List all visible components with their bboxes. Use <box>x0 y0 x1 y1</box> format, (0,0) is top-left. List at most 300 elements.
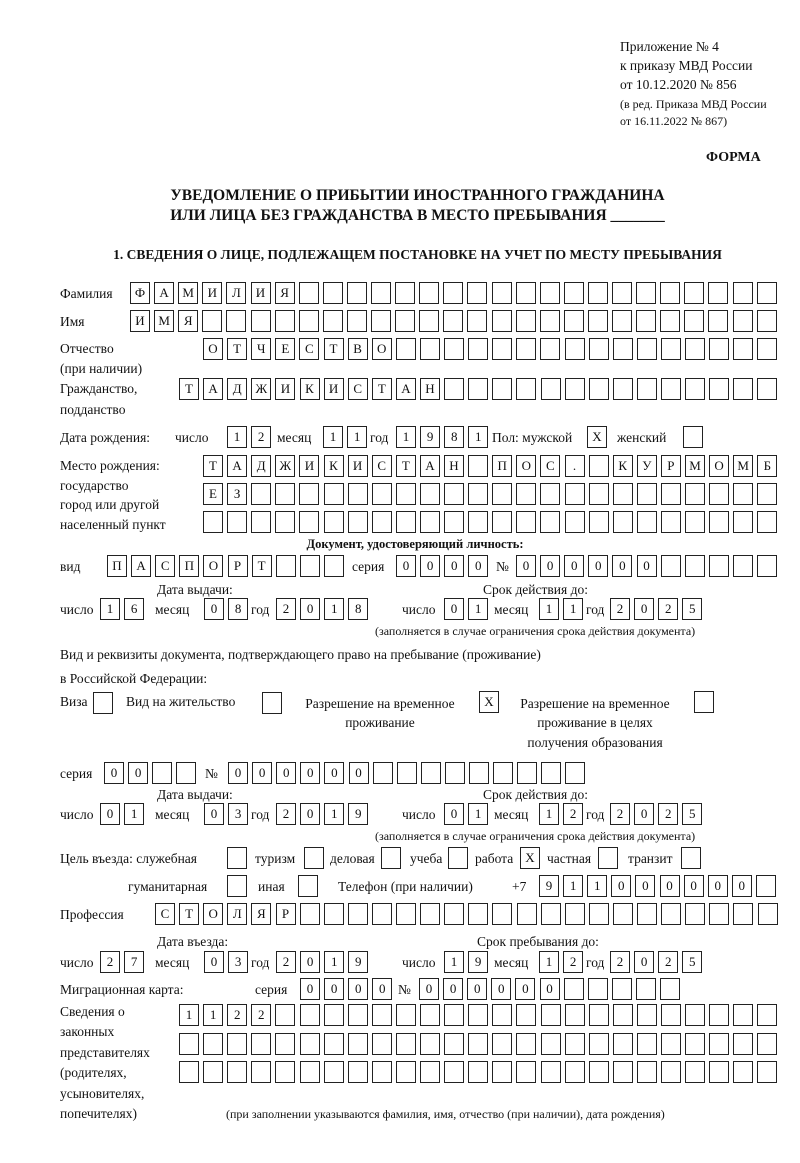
char-cell[interactable] <box>709 511 729 533</box>
char-cell[interactable] <box>637 483 657 505</box>
char-cell[interactable] <box>733 903 753 925</box>
char-cell[interactable] <box>709 903 729 925</box>
char-cell[interactable] <box>468 1033 488 1055</box>
char-cell[interactable] <box>324 1061 344 1083</box>
char-cell[interactable] <box>612 978 632 1000</box>
char-cell[interactable] <box>492 310 512 332</box>
char-cell[interactable]: 0 <box>419 978 439 1000</box>
char-cell[interactable] <box>637 1004 657 1026</box>
char-cell[interactable] <box>179 1033 199 1055</box>
char-cell[interactable] <box>588 310 608 332</box>
char-cell[interactable] <box>445 762 465 784</box>
char-cell[interactable] <box>757 555 777 577</box>
char-cell[interactable] <box>420 1033 440 1055</box>
char-cell[interactable] <box>589 511 609 533</box>
char-cell[interactable] <box>733 483 753 505</box>
char-cell[interactable] <box>709 378 729 400</box>
char-cell[interactable] <box>300 1004 320 1026</box>
char-cell[interactable]: 0 <box>300 978 320 1000</box>
char-cell[interactable]: 2 <box>610 803 630 825</box>
char-cell[interactable]: 1 <box>203 1004 223 1026</box>
char-cell[interactable] <box>251 1033 271 1055</box>
char-cell[interactable] <box>564 310 584 332</box>
char-cell[interactable] <box>347 310 367 332</box>
char-cell[interactable] <box>275 1004 295 1026</box>
char-cell[interactable]: П <box>492 455 512 477</box>
char-cell[interactable] <box>420 1004 440 1026</box>
char-cell[interactable] <box>396 483 416 505</box>
char-cell[interactable] <box>541 762 561 784</box>
char-cell[interactable]: 1 <box>347 426 367 448</box>
char-cell[interactable] <box>613 483 633 505</box>
char-cell[interactable] <box>757 511 777 533</box>
char-cell[interactable] <box>372 1033 392 1055</box>
char-cell[interactable] <box>468 378 488 400</box>
char-cell[interactable] <box>685 483 705 505</box>
char-cell[interactable] <box>684 282 704 304</box>
char-cell[interactable] <box>396 1061 416 1083</box>
char-cell[interactable]: 0 <box>276 762 296 784</box>
char-cell[interactable]: 0 <box>684 875 704 897</box>
char-cell[interactable]: 8 <box>228 598 248 620</box>
char-cell[interactable] <box>396 1033 416 1055</box>
char-cell[interactable]: 0 <box>204 951 224 973</box>
char-cell[interactable]: 0 <box>708 875 728 897</box>
char-cell[interactable] <box>661 1033 681 1055</box>
char-cell[interactable] <box>469 762 489 784</box>
char-cell[interactable] <box>757 338 777 360</box>
char-cell[interactable] <box>637 378 657 400</box>
char-cell[interactable]: Т <box>396 455 416 477</box>
char-cell[interactable]: А <box>227 455 247 477</box>
char-cell[interactable]: Н <box>444 455 464 477</box>
char-cell[interactable] <box>492 483 512 505</box>
char-cell[interactable]: 0 <box>324 762 344 784</box>
char-cell[interactable] <box>275 1033 295 1055</box>
char-cell[interactable]: 0 <box>635 875 655 897</box>
char-cell[interactable] <box>467 282 487 304</box>
checkbox-cell[interactable] <box>681 847 701 869</box>
char-cell[interactable] <box>444 1061 464 1083</box>
char-cell[interactable]: 0 <box>611 875 631 897</box>
char-cell[interactable]: 1 <box>563 875 583 897</box>
char-cell[interactable]: 3 <box>228 951 248 973</box>
char-cell[interactable] <box>757 1061 777 1083</box>
char-cell[interactable] <box>203 511 223 533</box>
char-cell[interactable] <box>733 338 753 360</box>
char-cell[interactable]: 0 <box>420 555 440 577</box>
char-cell[interactable] <box>588 978 608 1000</box>
char-cell[interactable] <box>733 1061 753 1083</box>
char-cell[interactable]: В <box>348 338 368 360</box>
char-cell[interactable]: 0 <box>443 978 463 1000</box>
char-cell[interactable] <box>517 903 537 925</box>
char-cell[interactable] <box>565 338 585 360</box>
char-cell[interactable] <box>516 511 536 533</box>
char-cell[interactable]: Л <box>226 282 246 304</box>
char-cell[interactable]: 0 <box>128 762 148 784</box>
char-cell[interactable] <box>685 903 705 925</box>
char-cell[interactable]: Ф <box>130 282 150 304</box>
char-cell[interactable]: 2 <box>658 951 678 973</box>
char-cell[interactable] <box>661 555 681 577</box>
char-cell[interactable] <box>251 310 271 332</box>
char-cell[interactable] <box>589 903 609 925</box>
char-cell[interactable]: 9 <box>348 803 368 825</box>
char-cell[interactable]: К <box>613 455 633 477</box>
char-cell[interactable]: 6 <box>124 598 144 620</box>
char-cell[interactable] <box>565 903 585 925</box>
char-cell[interactable] <box>757 1033 777 1055</box>
char-cell[interactable] <box>348 1033 368 1055</box>
char-cell[interactable]: 0 <box>349 762 369 784</box>
char-cell[interactable] <box>396 338 416 360</box>
char-cell[interactable]: Т <box>179 903 199 925</box>
char-cell[interactable] <box>613 511 633 533</box>
char-cell[interactable]: Р <box>228 555 248 577</box>
char-cell[interactable] <box>708 282 728 304</box>
char-cell[interactable]: 0 <box>300 803 320 825</box>
char-cell[interactable]: 3 <box>228 803 248 825</box>
char-cell[interactable] <box>444 483 464 505</box>
char-cell[interactable] <box>540 282 560 304</box>
char-cell[interactable] <box>589 1061 609 1083</box>
char-cell[interactable] <box>176 762 196 784</box>
char-cell[interactable]: С <box>155 903 175 925</box>
char-cell[interactable] <box>493 762 513 784</box>
char-cell[interactable] <box>517 762 537 784</box>
char-cell[interactable] <box>637 1061 657 1083</box>
char-cell[interactable]: 0 <box>104 762 124 784</box>
char-cell[interactable] <box>661 1004 681 1026</box>
char-cell[interactable] <box>733 511 753 533</box>
char-cell[interactable] <box>300 1061 320 1083</box>
char-cell[interactable]: 1 <box>324 803 344 825</box>
char-cell[interactable] <box>420 483 440 505</box>
char-cell[interactable] <box>565 1061 585 1083</box>
char-cell[interactable]: 2 <box>658 803 678 825</box>
char-cell[interactable]: 1 <box>563 598 583 620</box>
char-cell[interactable]: Р <box>661 455 681 477</box>
char-cell[interactable] <box>757 282 777 304</box>
char-cell[interactable]: 0 <box>348 978 368 1000</box>
char-cell[interactable] <box>419 282 439 304</box>
char-cell[interactable] <box>589 483 609 505</box>
char-cell[interactable] <box>709 1061 729 1083</box>
char-cell[interactable] <box>348 1061 368 1083</box>
char-cell[interactable] <box>661 378 681 400</box>
char-cell[interactable]: 1 <box>323 426 343 448</box>
char-cell[interactable] <box>324 483 344 505</box>
char-cell[interactable]: 0 <box>540 555 560 577</box>
char-cell[interactable]: 7 <box>124 951 144 973</box>
char-cell[interactable] <box>373 762 393 784</box>
char-cell[interactable]: 8 <box>348 598 368 620</box>
char-cell[interactable]: Я <box>178 310 198 332</box>
char-cell[interactable] <box>709 483 729 505</box>
char-cell[interactable] <box>516 310 536 332</box>
char-cell[interactable]: Ч <box>251 338 271 360</box>
char-cell[interactable]: А <box>396 378 416 400</box>
char-cell[interactable]: 0 <box>732 875 752 897</box>
char-cell[interactable]: 0 <box>612 555 632 577</box>
char-cell[interactable] <box>492 282 512 304</box>
char-cell[interactable]: 1 <box>179 1004 199 1026</box>
char-cell[interactable] <box>636 310 656 332</box>
char-cell[interactable] <box>276 555 296 577</box>
char-cell[interactable]: 2 <box>610 951 630 973</box>
char-cell[interactable]: Я <box>251 903 271 925</box>
char-cell[interactable]: 2 <box>563 803 583 825</box>
char-cell[interactable] <box>564 978 584 1000</box>
char-cell[interactable] <box>516 282 536 304</box>
char-cell[interactable]: Ж <box>275 455 295 477</box>
char-cell[interactable]: 0 <box>444 555 464 577</box>
char-cell[interactable] <box>420 1061 440 1083</box>
char-cell[interactable] <box>348 1004 368 1026</box>
char-cell[interactable]: 2 <box>251 426 271 448</box>
char-cell[interactable]: А <box>154 282 174 304</box>
char-cell[interactable]: 1 <box>539 803 559 825</box>
char-cell[interactable]: 0 <box>324 978 344 1000</box>
char-cell[interactable] <box>565 378 585 400</box>
char-cell[interactable] <box>709 338 729 360</box>
char-cell[interactable] <box>251 511 271 533</box>
char-cell[interactable] <box>613 903 633 925</box>
char-cell[interactable] <box>468 1061 488 1083</box>
char-cell[interactable] <box>251 1061 271 1083</box>
char-cell[interactable] <box>227 1061 247 1083</box>
char-cell[interactable]: Т <box>252 555 272 577</box>
char-cell[interactable] <box>685 1033 705 1055</box>
char-cell[interactable] <box>323 282 343 304</box>
char-cell[interactable] <box>492 378 512 400</box>
char-cell[interactable] <box>444 1033 464 1055</box>
char-cell[interactable] <box>203 1061 223 1083</box>
char-cell[interactable] <box>324 1004 344 1026</box>
char-cell[interactable] <box>685 511 705 533</box>
char-cell[interactable] <box>637 338 657 360</box>
char-cell[interactable] <box>612 310 632 332</box>
char-cell[interactable] <box>636 978 656 1000</box>
char-cell[interactable]: 0 <box>100 803 120 825</box>
char-cell[interactable] <box>444 338 464 360</box>
char-cell[interactable] <box>371 310 391 332</box>
char-cell[interactable] <box>612 282 632 304</box>
char-cell[interactable] <box>324 1033 344 1055</box>
char-cell[interactable] <box>756 875 776 897</box>
char-cell[interactable]: 0 <box>516 555 536 577</box>
char-cell[interactable] <box>757 483 777 505</box>
char-cell[interactable] <box>540 310 560 332</box>
char-cell[interactable] <box>203 1033 223 1055</box>
char-cell[interactable] <box>492 1004 512 1026</box>
char-cell[interactable]: 8 <box>444 426 464 448</box>
checkbox-cell[interactable] <box>683 426 703 448</box>
char-cell[interactable] <box>395 310 415 332</box>
char-cell[interactable] <box>541 1061 561 1083</box>
char-cell[interactable] <box>372 511 392 533</box>
char-cell[interactable]: . <box>565 455 585 477</box>
char-cell[interactable] <box>613 1061 633 1083</box>
char-cell[interactable] <box>348 511 368 533</box>
char-cell[interactable] <box>324 555 344 577</box>
char-cell[interactable]: 0 <box>444 598 464 620</box>
char-cell[interactable]: 2 <box>276 951 296 973</box>
char-cell[interactable]: Т <box>227 338 247 360</box>
char-cell[interactable]: 0 <box>300 598 320 620</box>
char-cell[interactable] <box>757 378 777 400</box>
char-cell[interactable] <box>613 1033 633 1055</box>
char-cell[interactable] <box>420 338 440 360</box>
char-cell[interactable]: 1 <box>100 598 120 620</box>
char-cell[interactable] <box>396 903 416 925</box>
char-cell[interactable] <box>660 978 680 1000</box>
char-cell[interactable]: 0 <box>228 762 248 784</box>
char-cell[interactable]: И <box>275 378 295 400</box>
char-cell[interactable] <box>227 1033 247 1055</box>
char-cell[interactable] <box>661 903 681 925</box>
char-cell[interactable]: 1 <box>468 598 488 620</box>
char-cell[interactable] <box>516 1004 536 1026</box>
char-cell[interactable] <box>202 310 222 332</box>
char-cell[interactable]: М <box>178 282 198 304</box>
char-cell[interactable] <box>637 511 657 533</box>
char-cell[interactable]: 1 <box>444 951 464 973</box>
char-cell[interactable]: 1 <box>396 426 416 448</box>
char-cell[interactable] <box>179 1061 199 1083</box>
char-cell[interactable] <box>323 310 343 332</box>
char-cell[interactable] <box>468 511 488 533</box>
char-cell[interactable]: 0 <box>634 598 654 620</box>
char-cell[interactable]: 0 <box>204 803 224 825</box>
char-cell[interactable] <box>227 511 247 533</box>
char-cell[interactable] <box>420 903 440 925</box>
char-cell[interactable]: 2 <box>100 951 120 973</box>
char-cell[interactable] <box>757 1004 777 1026</box>
char-cell[interactable] <box>589 455 609 477</box>
char-cell[interactable]: И <box>251 282 271 304</box>
char-cell[interactable] <box>565 1033 585 1055</box>
char-cell[interactable] <box>420 511 440 533</box>
char-cell[interactable]: 0 <box>468 555 488 577</box>
char-cell[interactable] <box>589 1004 609 1026</box>
char-cell[interactable]: 0 <box>637 555 657 577</box>
char-cell[interactable]: 0 <box>515 978 535 1000</box>
char-cell[interactable] <box>733 555 753 577</box>
char-cell[interactable] <box>661 483 681 505</box>
char-cell[interactable]: 0 <box>634 951 654 973</box>
char-cell[interactable] <box>397 762 417 784</box>
char-cell[interactable] <box>372 1061 392 1083</box>
char-cell[interactable]: Т <box>203 455 223 477</box>
char-cell[interactable] <box>757 310 777 332</box>
char-cell[interactable] <box>324 903 344 925</box>
char-cell[interactable] <box>637 903 657 925</box>
char-cell[interactable] <box>685 555 705 577</box>
char-cell[interactable] <box>613 1004 633 1026</box>
char-cell[interactable] <box>541 1033 561 1055</box>
char-cell[interactable] <box>540 483 560 505</box>
char-cell[interactable]: Е <box>275 338 295 360</box>
char-cell[interactable]: 1 <box>324 951 344 973</box>
char-cell[interactable] <box>443 310 463 332</box>
char-cell[interactable]: 1 <box>539 951 559 973</box>
char-cell[interactable] <box>492 1061 512 1083</box>
char-cell[interactable]: Д <box>251 455 271 477</box>
char-cell[interactable]: Т <box>372 378 392 400</box>
char-cell[interactable] <box>684 310 704 332</box>
char-cell[interactable]: М <box>154 310 174 332</box>
char-cell[interactable]: 9 <box>348 951 368 973</box>
char-cell[interactable] <box>733 1004 753 1026</box>
char-cell[interactable] <box>300 555 320 577</box>
char-cell[interactable] <box>300 903 320 925</box>
char-cell[interactable] <box>565 511 585 533</box>
char-cell[interactable] <box>540 511 560 533</box>
char-cell[interactable]: П <box>107 555 127 577</box>
char-cell[interactable]: О <box>709 455 729 477</box>
char-cell[interactable]: О <box>203 555 223 577</box>
char-cell[interactable] <box>589 1033 609 1055</box>
char-cell[interactable] <box>541 903 561 925</box>
char-cell[interactable]: С <box>348 378 368 400</box>
checkbox-cell[interactable] <box>598 847 618 869</box>
char-cell[interactable] <box>492 338 512 360</box>
char-cell[interactable]: П <box>179 555 199 577</box>
checkbox-cell[interactable] <box>304 847 324 869</box>
checkbox-cell[interactable] <box>227 847 247 869</box>
char-cell[interactable]: 0 <box>252 762 272 784</box>
char-cell[interactable] <box>372 1004 392 1026</box>
char-cell[interactable]: 1 <box>539 598 559 620</box>
char-cell[interactable] <box>709 1033 729 1055</box>
char-cell[interactable] <box>564 282 584 304</box>
char-cell[interactable]: И <box>202 282 222 304</box>
checkbox-cell[interactable] <box>262 692 282 714</box>
char-cell[interactable]: 1 <box>468 803 488 825</box>
char-cell[interactable] <box>371 282 391 304</box>
char-cell[interactable] <box>467 310 487 332</box>
char-cell[interactable] <box>226 310 246 332</box>
char-cell[interactable] <box>492 903 512 925</box>
char-cell[interactable]: 5 <box>682 951 702 973</box>
char-cell[interactable] <box>348 903 368 925</box>
char-cell[interactable] <box>661 338 681 360</box>
char-cell[interactable]: 0 <box>300 951 320 973</box>
char-cell[interactable]: С <box>155 555 175 577</box>
char-cell[interactable]: 0 <box>444 803 464 825</box>
char-cell[interactable]: О <box>516 455 536 477</box>
char-cell[interactable]: 0 <box>564 555 584 577</box>
char-cell[interactable] <box>396 511 416 533</box>
char-cell[interactable]: 0 <box>634 803 654 825</box>
char-cell[interactable] <box>348 483 368 505</box>
char-cell[interactable]: 0 <box>491 978 511 1000</box>
char-cell[interactable] <box>152 762 172 784</box>
char-cell[interactable] <box>443 282 463 304</box>
char-cell[interactable] <box>541 378 561 400</box>
char-cell[interactable] <box>565 483 585 505</box>
char-cell[interactable]: 0 <box>300 762 320 784</box>
char-cell[interactable]: 0 <box>588 555 608 577</box>
char-cell[interactable]: 9 <box>539 875 559 897</box>
char-cell[interactable] <box>275 1061 295 1083</box>
char-cell[interactable] <box>468 483 488 505</box>
char-cell[interactable]: У <box>637 455 657 477</box>
char-cell[interactable] <box>468 903 488 925</box>
char-cell[interactable] <box>299 483 319 505</box>
